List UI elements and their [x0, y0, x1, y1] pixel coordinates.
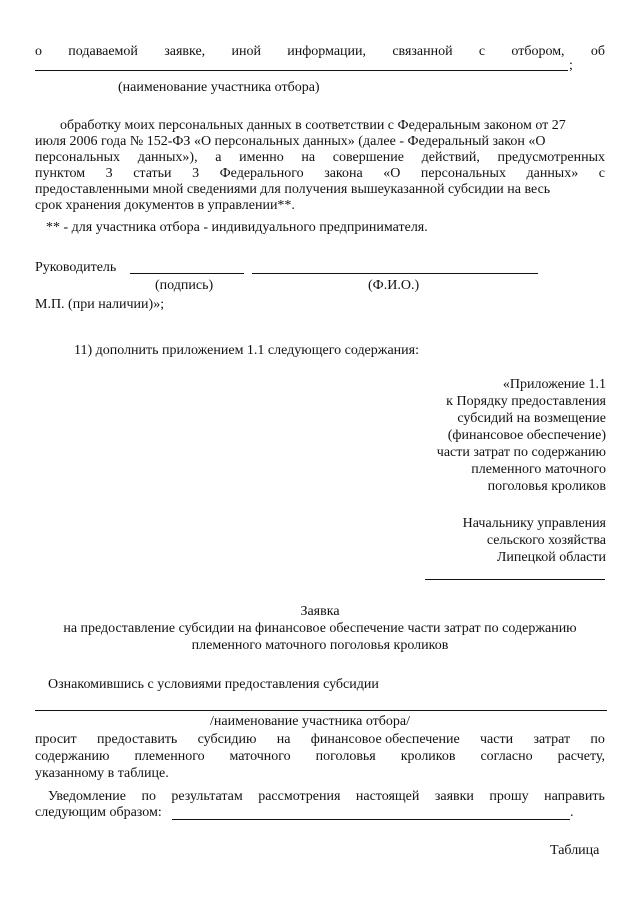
appendix-line: субсидий на возмещение	[457, 411, 606, 426]
application-subtitle-1: на предоставление субсидии на финансовое обеспечение части затрат по содержанию	[63, 621, 577, 636]
notice-end: .	[570, 805, 574, 820]
appendix-line: к Порядку предоставления	[446, 394, 606, 409]
word: статьи	[133, 166, 172, 181]
word: племенного	[134, 749, 205, 764]
word: закона	[324, 166, 363, 181]
word: об	[590, 44, 605, 59]
word: расчету,	[557, 749, 605, 764]
consent-line-4	[35, 166, 605, 182]
application-intro: Ознакомившись с условиями предоставления субсидии	[48, 677, 379, 692]
word: просит	[35, 732, 77, 747]
word: заявке,	[164, 44, 206, 59]
participant-blank	[35, 710, 607, 711]
item-11: 11) дополнить приложением 1.1 следующего содержания:	[74, 343, 419, 358]
word: поголовья	[315, 749, 376, 764]
appendix-line: племенного маточного	[471, 462, 606, 477]
word: данных»	[526, 166, 579, 181]
word: содержанию	[35, 749, 110, 764]
word: действий,	[421, 150, 480, 165]
top-line-end: ;	[569, 58, 573, 73]
consent-line-6: срок хранения документов в управлении**.	[35, 198, 295, 213]
word: субсидию	[197, 732, 257, 747]
word: заявки	[434, 789, 474, 804]
word: Федерального	[219, 166, 304, 181]
word: затрат	[533, 732, 571, 747]
signature-blank	[130, 273, 244, 274]
appendix-line: (финансовое обеспечение)	[447, 428, 606, 443]
word: о	[35, 44, 42, 59]
word: персональных	[420, 166, 506, 181]
addressee-line: сельского хозяйства	[486, 533, 606, 548]
word: на	[276, 732, 291, 747]
word: части	[480, 732, 514, 747]
word: именно	[239, 150, 284, 165]
word: Уведомление	[48, 789, 127, 804]
word: кроликов	[400, 749, 456, 764]
word: связанной	[392, 44, 453, 59]
top-line-1	[35, 44, 605, 60]
consent-footnote: ** - для участника отбора - индивидуального предпринимателя.	[46, 220, 428, 235]
word: «О	[383, 166, 401, 181]
name-blank	[252, 273, 538, 274]
name-caption: (Ф.И.О.)	[368, 278, 420, 293]
word: предусмотренных	[497, 150, 605, 165]
word: с	[478, 44, 486, 59]
appendix-line: «Приложение 1.1	[502, 377, 606, 392]
participant-caption-top: (наименование участника отбора)	[118, 80, 320, 95]
participant-caption: /наименование участника отбора/	[210, 714, 411, 729]
consent-line-5: предоставленными мной сведениями для получения вышеуказанной субсидии на весь	[35, 182, 551, 197]
word: настоящей	[355, 789, 420, 804]
word: предоставить	[97, 732, 178, 747]
consent-line-3	[35, 150, 605, 166]
signature-label: Руководитель	[35, 260, 117, 275]
notice-blank	[172, 819, 570, 820]
appendix-header	[306, 376, 606, 495]
word: отбором,	[511, 44, 565, 59]
appendix-line: поголовья кроликов	[487, 479, 606, 494]
word: результатам	[171, 789, 243, 804]
request-line-2	[35, 749, 605, 765]
application-title: Заявка	[300, 604, 340, 619]
addressee-blank	[425, 579, 605, 580]
word: по	[141, 789, 156, 804]
addressee-line: Начальнику управления	[462, 516, 606, 531]
consent-line-2: июля 2006 года № 152-ФЗ «О персональных данных» (далее - Федеральный закон «О	[35, 134, 546, 149]
notice-line-2: следующим образом:	[35, 805, 162, 820]
word: по	[590, 732, 605, 747]
word: на	[301, 150, 316, 165]
consent-line-1: обработку моих персональных данных в соответствии с Федеральным законом от 27	[60, 118, 566, 133]
word: иной	[231, 44, 261, 59]
word: рассмотрения	[258, 789, 341, 804]
table-label: Таблица	[550, 843, 600, 858]
request-line-1	[35, 732, 605, 748]
participant-blank-top	[35, 70, 568, 71]
word: прошу	[489, 789, 529, 804]
notice-line-1	[48, 789, 605, 805]
word: а	[215, 150, 222, 165]
word: с	[598, 166, 605, 181]
stamp-note: М.П. (при наличии)»;	[35, 297, 165, 312]
request-line-3: указанному в таблице.	[35, 766, 169, 781]
word: персональных	[35, 150, 121, 165]
addressee-line: Липецкой области	[496, 550, 606, 565]
word: согласно	[480, 749, 533, 764]
word: подаваемой	[68, 44, 138, 59]
addressee-block	[306, 515, 606, 566]
word: данных»),	[137, 150, 198, 165]
application-subtitle-2: племенного маточного поголовья кроликов	[191, 638, 449, 653]
word: информации,	[287, 44, 367, 59]
word: маточного	[229, 749, 291, 764]
word: финансовое обеспечение	[310, 732, 460, 747]
signature-caption: (подпись)	[155, 278, 214, 293]
appendix-line: части затрат по содержанию	[436, 445, 606, 460]
word: направить	[544, 789, 605, 804]
word: пунктом	[35, 166, 86, 181]
word: совершение	[332, 150, 404, 165]
word: 3	[192, 166, 200, 181]
word: 3	[105, 166, 113, 181]
